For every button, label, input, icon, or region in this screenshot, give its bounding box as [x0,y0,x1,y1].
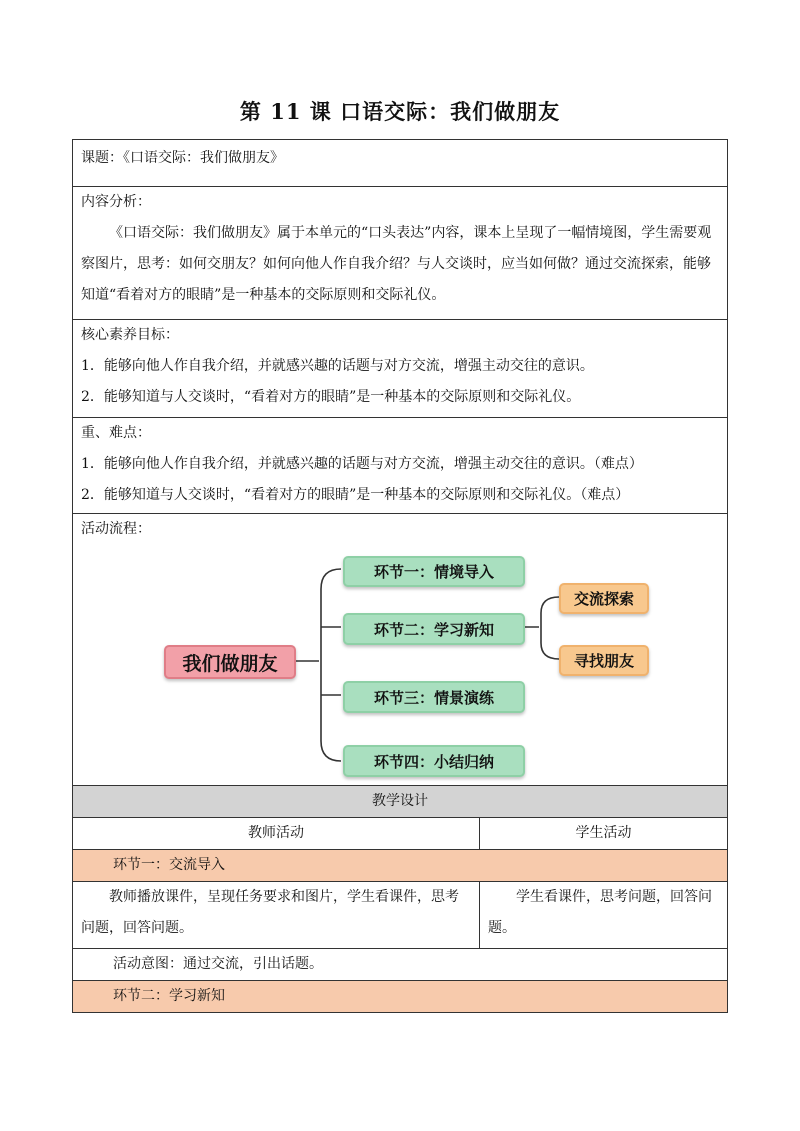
topic-text: 课题：《口语交际：我们做朋友》 [81,150,284,166]
student-column-header: 学生活动 [480,818,728,850]
content-analysis-label: 内容分析： [81,194,151,210]
core-goals-row [73,320,728,418]
section1-row [73,850,728,882]
flow-label: 活动流程： [81,521,151,537]
flow-stage-box: 环节四：小结归纳 [343,745,525,777]
flow-diagram [81,545,719,785]
key-points-row [73,418,728,514]
key-points-label: 重、难点： [81,425,151,441]
lesson-plan-sheet [72,139,727,1013]
flow-stage-box: 环节三：情景演练 [343,681,525,713]
lesson-table [72,139,728,1013]
flow-stage-box: 环节二：学习新知 [343,613,525,645]
flow-row [73,514,728,786]
content-analysis-row [73,187,728,320]
flow-stage-box: 环节一：情境导入 [343,556,525,587]
key-point-item: 2．能够知道与人交谈时，“看着对方的眼睛”是一种基本的交际原则和交际礼仪。（难点） [81,487,630,503]
page-title: 第 11 课 口语交际：我们做朋友 [239,99,561,124]
flow-sub-box: 交流探索 [559,583,649,614]
teacher-column-header: 教师活动 [73,818,480,850]
core-goal-item: 1．能够向他人作自我介绍，并就感兴趣的话题与对方交流，增强主动交往的意识。 [81,358,594,374]
flow-sub-box: 寻找朋友 [559,645,649,676]
key-point-item: 1．能够向他人作自我介绍，并就感兴趣的话题与对方交流，增强主动交往的意识。（难点） [81,456,643,472]
core-goals-label: 核心素养目标： [81,327,179,343]
student-activity-text: 学生看课件，思考问题，回答问题。 [488,889,712,936]
activity-intent: 活动意图：通过交流，引出话题。 [73,949,728,981]
design-header-row [73,786,728,818]
core-goal-item: 2．能够知道与人交谈时，“看着对方的眼睛”是一种基本的交际原则和交际礼仪。 [81,389,581,405]
topic-row [73,140,728,187]
column-header-row [73,818,728,850]
section2-row [73,981,728,1013]
intent-row [73,949,728,981]
teacher-activity-text: 教师播放课件，呈现任务要求和图片，学生看课件，思考问题，回答问题。 [81,889,459,936]
content-analysis-text: 《口语交际：我们做朋友》属于本单元的“口头表达”内容，课本上呈现了一幅情境图，学生需要观察图片，思考：如何交朋友？如何向他人作自我介绍？与人交谈时，应当如何做？通过交流探索，能够知道“看着对方的眼睛”是一种基本的交际原则和交际礼仪。 [81,225,712,303]
section2-label: 环节二：学习新知 [73,981,728,1013]
activity-row [73,882,728,949]
section1-label: 环节一：交流导入 [73,850,728,882]
flow-root-box: 我们做朋友 [164,645,296,679]
design-header: 教学设计 [73,786,728,818]
